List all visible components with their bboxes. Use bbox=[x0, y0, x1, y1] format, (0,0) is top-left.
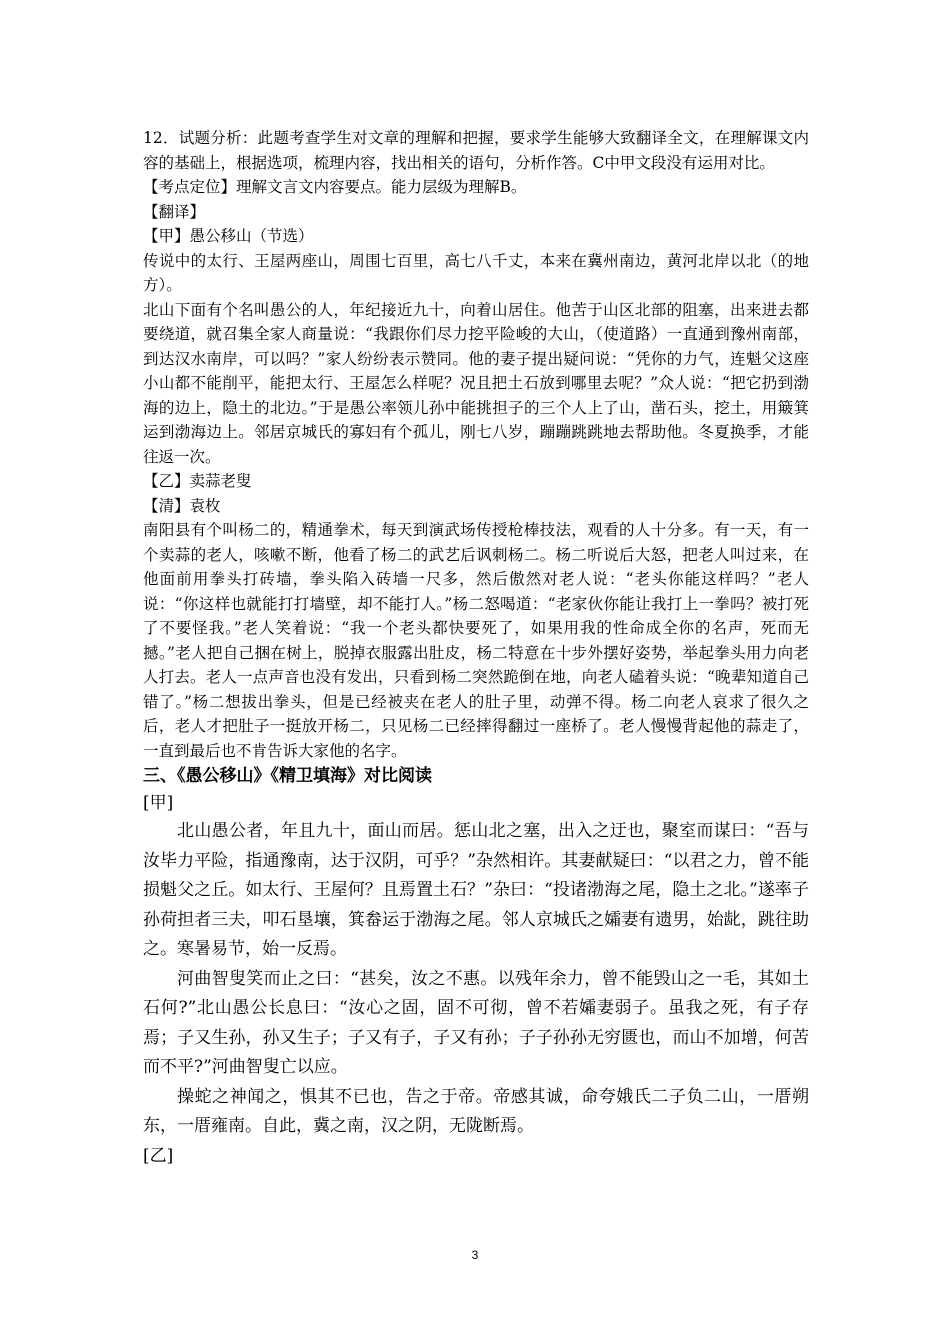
classical-paragraph-1: 北山愚公者，年且九十，面山而居。惩山北之塞，出入之迂也，聚室而谋曰：“吾与汝毕力平险，指通豫南，达于汉阴，可乎？”杂然相许。其妻献疑曰：“以君之力，曾不能损魁父之丘。如太行、王屋何？且焉置土石？”杂曰：“投诸渤海之尾，隐土之北。”遂率子孙荷担者三夫，叩石垦壤，箕畚运于渤海之尾。邻人京城氏之孀妻有遗男，始龀，跳往助之。寒暑易节，始一反焉。 bbox=[143, 821, 809, 959]
passage-yi-author: 【清】袁枚 bbox=[143, 496, 221, 515]
translation-label: 【翻译】 bbox=[143, 202, 206, 221]
page-number: 3 bbox=[471, 1248, 479, 1262]
translation-jia-paragraph-2: 北山下面有个名叫愚公的人，年纪接近九十，向着山居住。他苦于山区北部的阻塞，出来进去都要绕道，就召集全家人商量说：“我跟你们尽力挖平险峻的大山，（使道路）一直通到豫州南部，到达汉水南岸，可以吗？”家人纷纷表示赞同。他的妻子提出疑问说：“凭你的力气，连魁父这座小山都不能削平，能把太行、王屋怎么样呢？况且把土石放到哪里去呢？”众人说：“把它扔到渤海的边上，隐土的北边。”于是愚公率领儿孙中能挑担子的三个人上了山，凿石头，挖土，用簸箕运到渤海边上。邻居京城氏的寡妇有个孤儿，刚七八岁，蹦蹦跳跳地去帮助他。冬夏换季，才能往返一次。 bbox=[143, 300, 809, 466]
passage-jia-title: 【甲】愚公移山（节选） bbox=[143, 227, 314, 245]
classical-paragraph-2: 河曲智叟笑而止之曰：“甚矣，汝之不惠。以残年余力，曾不能毁山之一毛，其如土石何?”北山愚公长息曰：“汝心之固，固不可彻，曾不若孀妻弱子。虽我之死，有子存焉；子又生孙，孙又生子；子又有子，子又有孙；子子孙孙无穷匮也，而山不加增，何苦而不平?”河曲智叟亡以应。 bbox=[143, 968, 809, 1077]
key-point-line: 【考点定位】理解文言文内容要点。能力层级为理解B。 bbox=[143, 178, 527, 196]
translation-yi-paragraph: 南阳县有个叫杨二的，精通拳术，每天到演武场传授枪棒技法，观看的人十分多。有一天，有一个卖蒜的老人，咳嗽不断，他看了杨二的武艺后讽刺杨二。杨二听说后大怒，把老人叫过来，在他面前用拳头打砖墙，拳头陷入砖墙一尺多，然后傲然对老人说：“老头你能这样吗？”老人说：“你这样也就能打打墙壁，却不能打人。”杨二怒喝道：“老家伙你能让我打上一拳吗？被打死了不要怪我。”老人笑着说：“我一个老头都快要死了，如果用我的性命成全你的名声，死而无撼。”老人把自己捆在树上，脱掉衣服露出肚皮，杨二特意在十步外摆好姿势，举起拳头用力向老人打去。老人一点声音也没有发出，只看到杨二突然跪倒在地，向老人磕着头说：“晚辈知道自己错了。”杨二想拔出拳头，但是已经被夹在老人的肚子里，动弹不得。杨二向老人哀求了很久之后，老人才把肚子一挺放开杨二，只见杨二已经摔得翻过一座桥了。老人慢慢背起他的蒜走了，一直到最后也不肯告诉大家他的名字。 bbox=[143, 521, 809, 760]
section-jia-label: [甲] bbox=[143, 793, 174, 813]
page-content bbox=[143, 126, 809, 1170]
section-heading: 三、《愚公移山》《精卫填海》对比阅读 bbox=[143, 766, 432, 786]
analysis-paragraph: 12．试题分析：此题考查学生对文章的理解和把握，要求学生能够大致翻译全文，在理解课文内容的基础上，根据选项，梳理内容，找出相关的语句，分析作答。C中甲文段没有运用对比。 bbox=[143, 129, 809, 172]
passage-yi-title: 【乙】卖蒜老叟 bbox=[143, 472, 252, 490]
section-yi-label: [乙] bbox=[143, 1145, 174, 1166]
translation-jia-paragraph-1: 传说中的太行、王屋两座山，周围七百里，高七八千丈，本来在冀州南边，黄河北岸以北（的地方）。 bbox=[143, 251, 809, 294]
classical-paragraph-3: 操蛇之神闻之，惧其不已也，告之于帝。帝感其诚，命夸娥氏二子负二山，一厝朔东，一厝雍南。自此，冀之南，汉之阴，无陇断焉。 bbox=[143, 1086, 809, 1136]
